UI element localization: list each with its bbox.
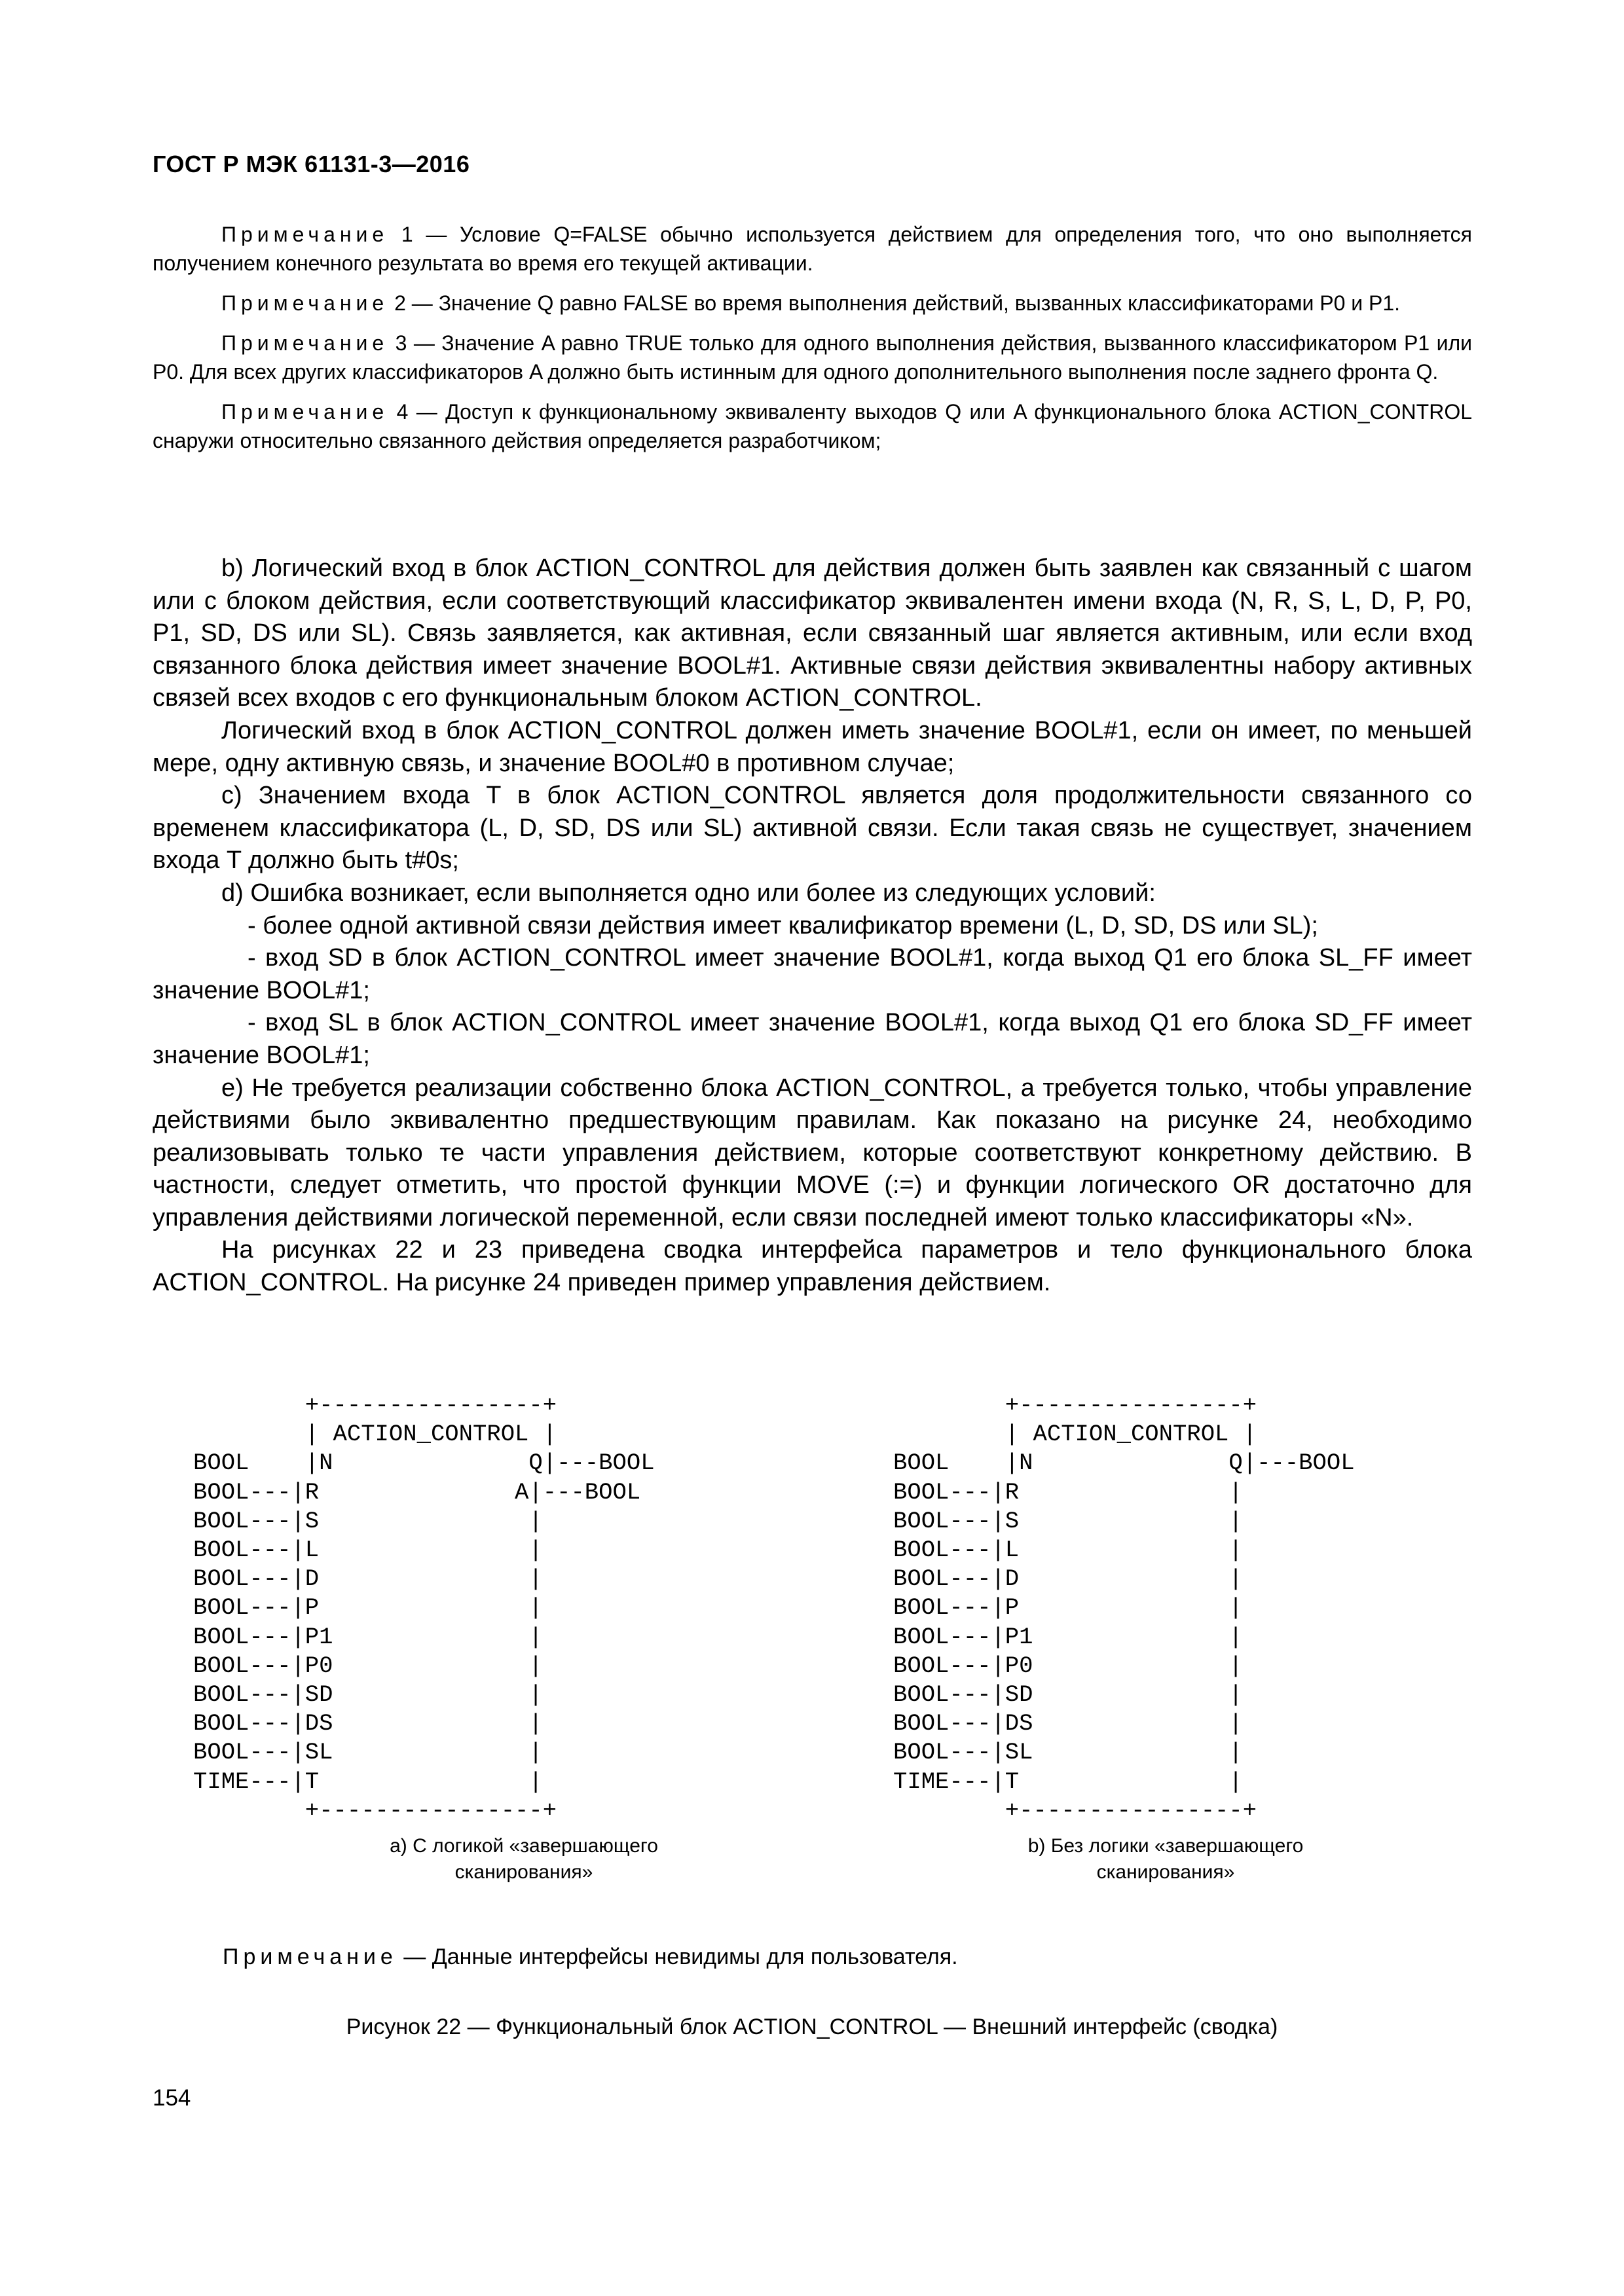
note-text: 1 — Условие Q=FALSE обычно используется действием для определения того, что оно выполняется получением конечного результата во время его текущей активации. bbox=[153, 223, 1472, 275]
caption-b bbox=[969, 1833, 1362, 1886]
page-number: 154 bbox=[153, 2085, 191, 2111]
note-label: Примечание bbox=[221, 223, 389, 246]
function-block-diagram-a: +----------------+ | ACTION_CONTROL | BOOL |N Q|---BOOL BOOL---|R A|---BOOL BOOL---|S | BOOL---|L | BOOL---|D | BOOL---|P | BOOL---|P1 | BOOL---|P0 | BOOL---|SD | BOOL---|DS | BOOL---|SL | TIME---|T | +----------------+ bbox=[193, 1392, 655, 1824]
figure-note-text: — Данные интерфейсы невидимы для пользователя. bbox=[397, 1944, 958, 1969]
condition-item-3: - вход SL в блок ACTION_CONTROL имеет значение BOOL#1, когда выход Q1 его блока SD_FF имеет значение BOOL#1; bbox=[153, 1009, 1472, 1069]
figure-note bbox=[223, 1944, 958, 1970]
caption-b-line-1: b) Без логики «завершающего bbox=[1027, 1835, 1304, 1857]
paragraph-e: e) Не требуется реализации собственно блока ACTION_CONTROL, а требуется только, чтобы управление действиями было эквивалентно предшествующим правилам. Как показано на рисунке 24, необходимо реализовывать только те части управления действием, которые соответствуют конкретному действию. В частности, следует отметить, что простой функции MOVE (:=) и функции логического OR достаточно для управления действиями логической переменной, если связи последней имеют только классификаторы «N». bbox=[153, 1074, 1472, 1231]
function-block-diagram-b: +----------------+ | ACTION_CONTROL | BOOL |N Q|---BOOL BOOL---|R | BOOL---|S | BOOL---|L | BOOL---|D | BOOL---|P | BOOL---|P1 | BOOL---|P0 | BOOL---|SD | BOOL---|DS | BOOL---|SL | TIME---|T | +----------------+ bbox=[893, 1392, 1355, 1824]
paragraph-d: d) Ошибка возникает, если выполняется одно или более из следующих условий: bbox=[221, 879, 1156, 907]
paragraph-b: b) Логический вход в блок ACTION_CONTROL для действия должен быть заявлен как связанный с шагом или с блоком действия, если соответствующий классификатор эквивалентен имени входа (N, R, S, L, D, P, P0, P1, SD, DS или SL). Связь заявляется, как активная, если связанный шаг является активным, или если вход связанного блока действия имеет значение BOOL#1. Активные связи действия эквивалентны набору активных связей всех входов с его функциональным блоком ACTION_CONTROL. bbox=[153, 555, 1472, 712]
paragraph-b-continued: Логический вход в блок ACTION_CONTROL должен иметь значение BOOL#1, если он имеет, по меньшей мере, одну активную связь, и значение BOOL#0 в противном случае; bbox=[153, 716, 1472, 777]
caption-a-line-1: a) С логикой «завершающего bbox=[390, 1835, 658, 1857]
note-1 bbox=[153, 220, 1472, 278]
note-3 bbox=[153, 329, 1472, 386]
figure-title: Рисунок 22 — Функциональный блок ACTION_CONTROL — Внешний интерфейс (сводка) bbox=[346, 2014, 1278, 2039]
document-header: ГОСТ Р МЭК 61131-3—2016 bbox=[153, 151, 470, 177]
note-label: Примечание bbox=[221, 400, 389, 424]
paragraph-figures-summary: На рисунках 22 и 23 приведена сводка интерфейса параметров и тело функционального блока ACTION_CONTROL. На рисунке 24 приведен пример управления действием. bbox=[153, 1236, 1472, 1297]
note-text: 4 — Доступ к функциональному эквиваленту выходов Q или A функционального блока ACTION_CONTROL снаружи относительно связанного действия определяется разработчиком; bbox=[153, 400, 1473, 452]
note-2 bbox=[153, 289, 1472, 318]
paragraph-c: c) Значением входа T в блок ACTION_CONTROL является доля продолжительности связанного со временем классификатора (L, D, SD, DS или SL) активной связи. Если такая связь не существует, значением входа T должно быть t#0s; bbox=[153, 782, 1472, 875]
body-text bbox=[153, 553, 1472, 1300]
caption-a bbox=[327, 1833, 720, 1886]
condition-item-2: - вход SD в блок ACTION_CONTROL имеет значение BOOL#1, когда выход Q1 его блока SL_FF имеет значение BOOL#1; bbox=[153, 944, 1472, 1004]
note-text: 2 — Значение Q равно FALSE во время выполнения действий, вызванных классификаторами P0 и P1. bbox=[388, 291, 1401, 315]
caption-b-line-2: сканирования» bbox=[1096, 1861, 1235, 1883]
note-text: 3 — Значение A равно TRUE только для одного выполнения действия, вызванного классификатором P1 или P0. Для всех других классификаторов A должно быть истинным для одного дополнительного выполнения после заднего фронта Q. bbox=[153, 331, 1472, 384]
note-4 bbox=[153, 397, 1472, 455]
caption-a-line-2: сканирования» bbox=[454, 1861, 593, 1883]
notes-section bbox=[153, 220, 1472, 466]
condition-item-1: - более одной активной связи действия имеет квалификатор времени (L, D, SD, DS или SL); bbox=[248, 911, 1318, 939]
note-label: Примечание bbox=[221, 291, 389, 315]
figure-note-label: Примечание bbox=[223, 1944, 397, 1969]
note-label: Примечание bbox=[221, 331, 389, 355]
